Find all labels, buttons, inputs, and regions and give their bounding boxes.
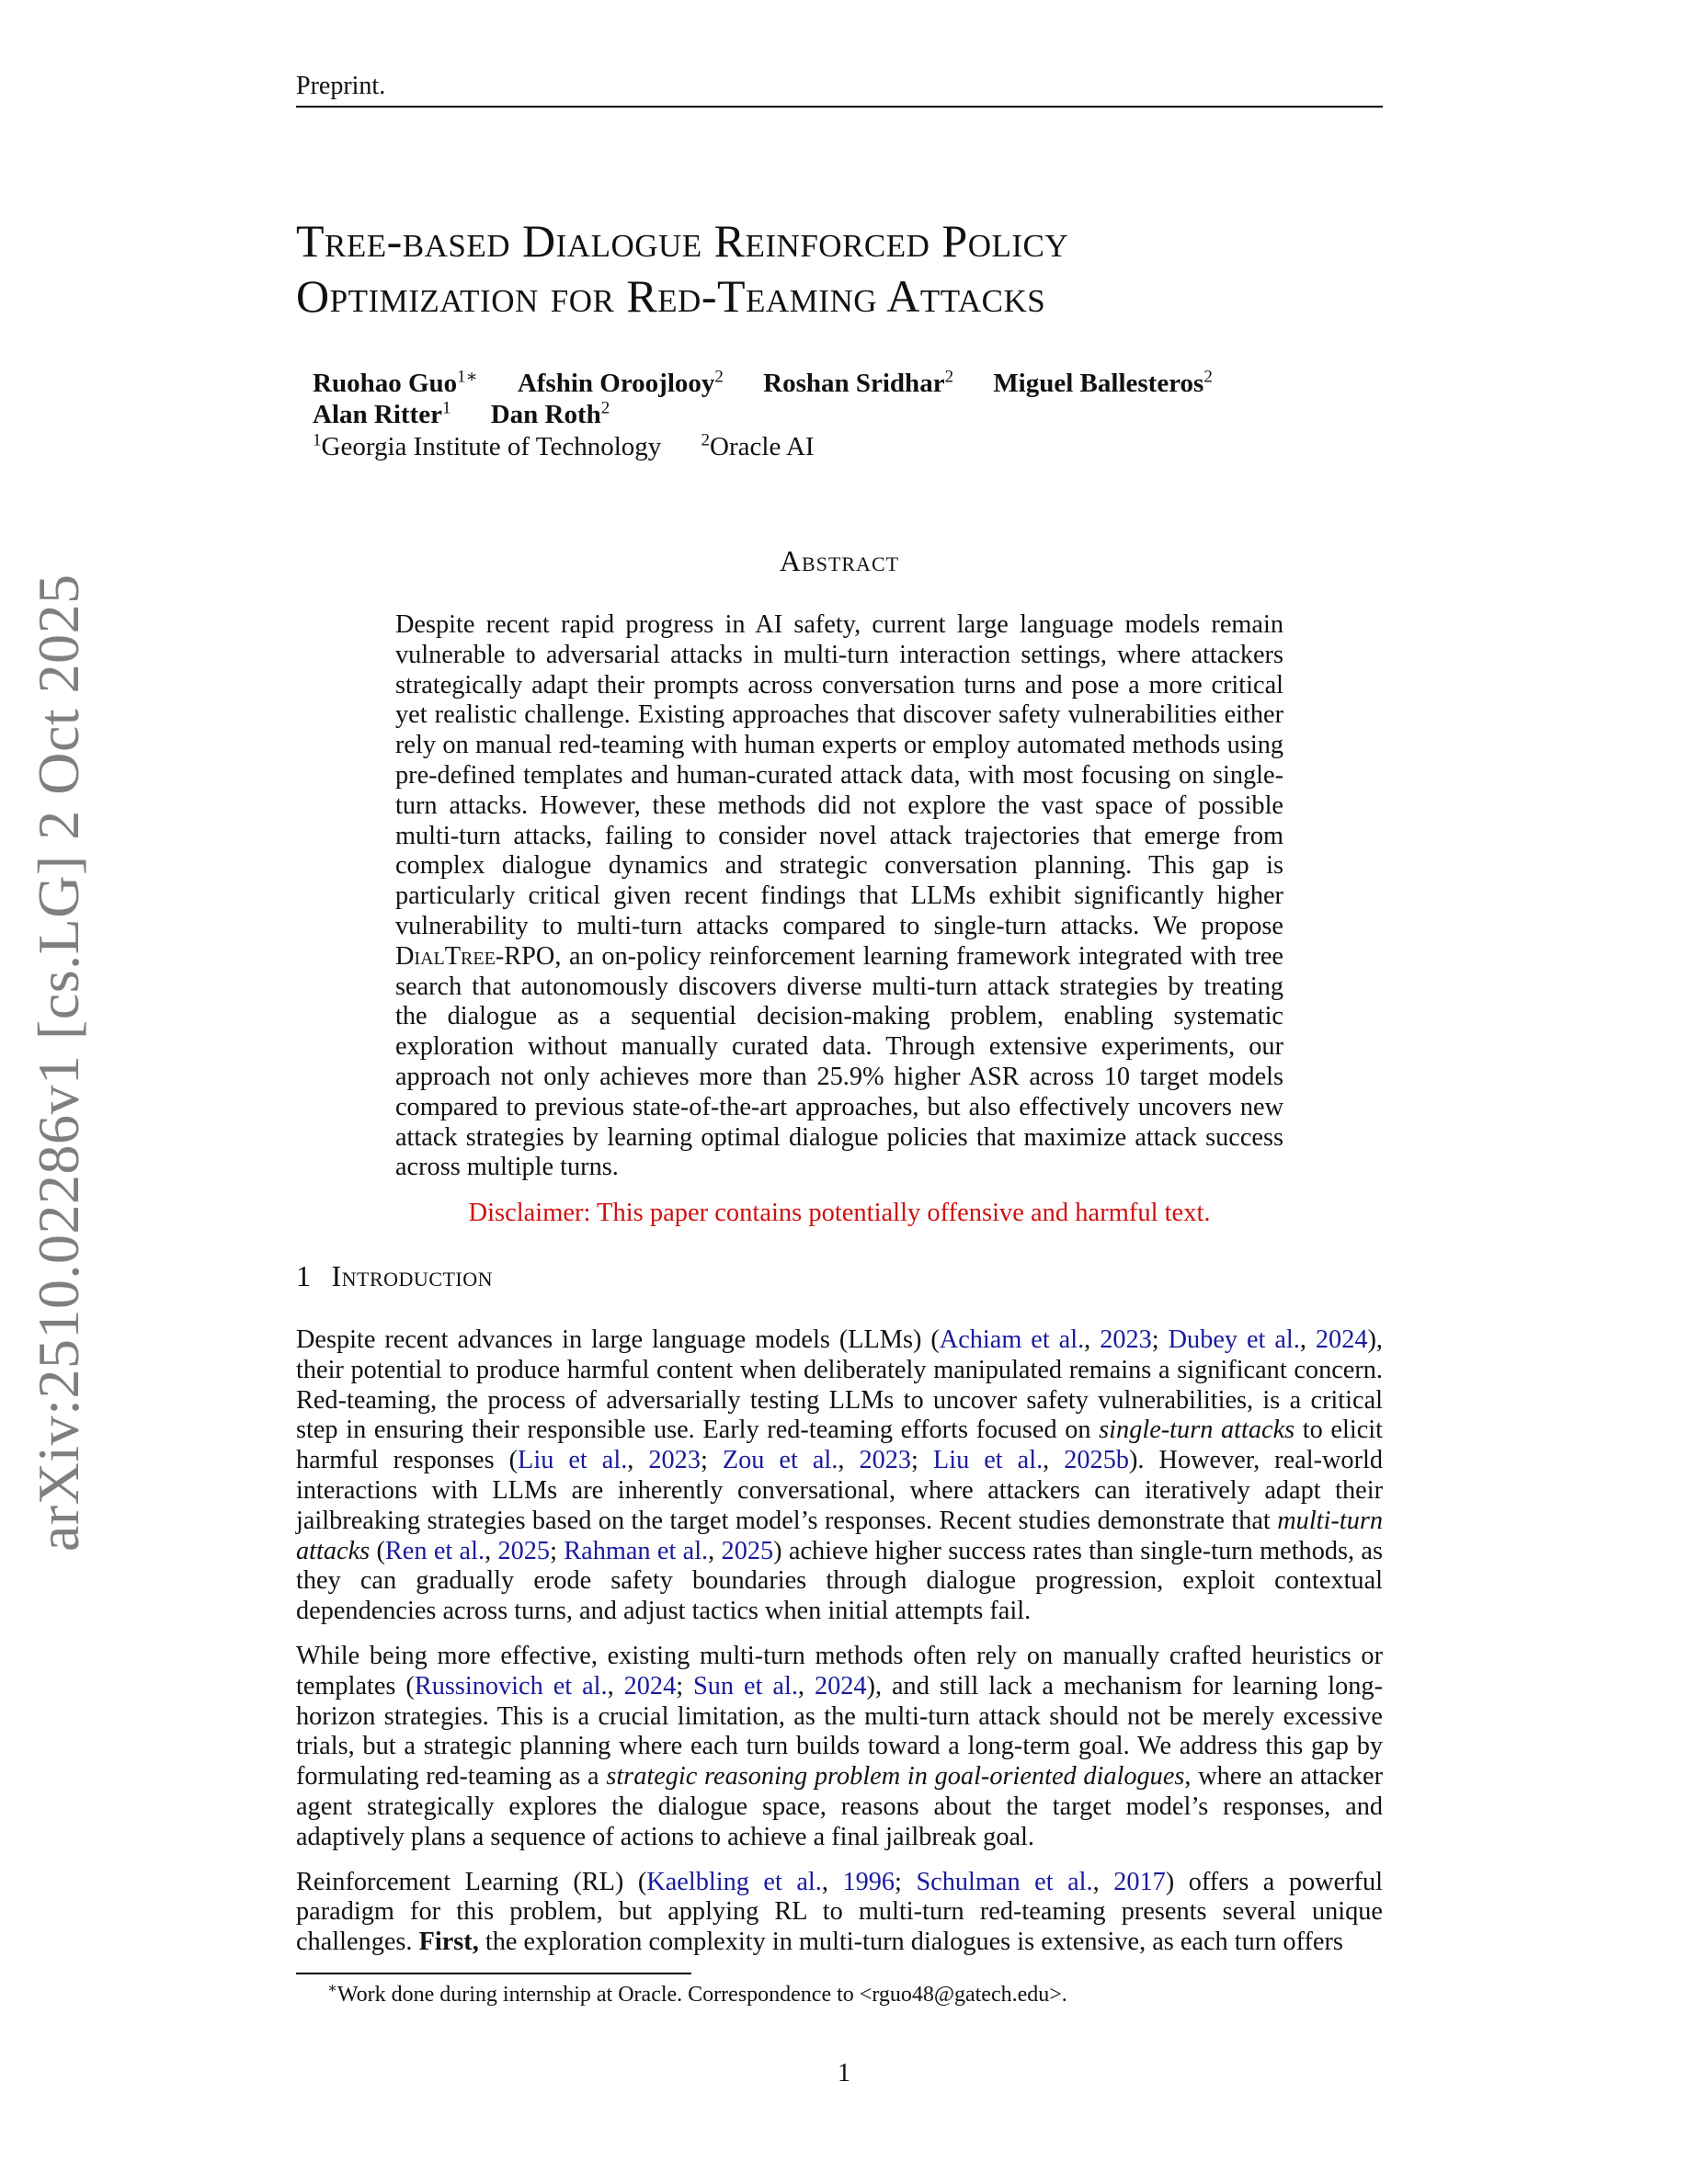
section-number: 1 bbox=[296, 1259, 312, 1292]
page-number: 1 bbox=[838, 2059, 850, 2087]
running-header: Preprint. bbox=[296, 72, 386, 100]
citation-year-link[interactable]: 2023 bbox=[1100, 1325, 1152, 1354]
citation-year-link[interactable]: 2024 bbox=[814, 1671, 867, 1701]
citation-year-link[interactable]: 2023 bbox=[648, 1446, 701, 1475]
citation-year-link[interactable]: 2017 bbox=[1113, 1867, 1166, 1896]
author: Miguel Ballesteros$^2$ bbox=[993, 367, 1213, 398]
title-line-1: Tree-based Dialogue Reinforced Policy bbox=[296, 215, 1069, 267]
citation-link[interactable]: Zou et al. bbox=[722, 1446, 838, 1475]
emphasis: single-turn attacks bbox=[1099, 1416, 1295, 1445]
author: Afshin Oroojlooy$^2$ bbox=[517, 367, 724, 398]
disclaimer: Disclaimer: This paper contains potentially offensive and harmful text. bbox=[468, 1199, 1211, 1227]
author: Alan Ritter$^1$ bbox=[313, 398, 451, 429]
paragraph: While being more effective, existing multi-turn methods often rely on manually crafted heuristics or templates (Russinovich et al., 2024; Sun et al., 2024), and still lack a mechanism for learning long-horizon strategies. This is a crucial limitation, as the multi-turn attack should not be merely excessive trials, but a strategic planning where each turn builds toward a long-term goal. We address this gap by formulating red-teaming as a strategic reasoning problem in goal-oriented dialogues, where an attacker agent strategically explores the dialogue space, reasons about the target model’s responses, and adaptively plans a sequence of actions to achieve a final jailbreak goal. bbox=[296, 1641, 1384, 1851]
emphasis: strategic reasoning problem in goal-oriented dialogues bbox=[606, 1762, 1185, 1792]
citation-link[interactable]: Russinovich et al. bbox=[414, 1671, 608, 1701]
author-list bbox=[313, 368, 1383, 430]
citation-link[interactable]: Liu et al. bbox=[932, 1446, 1044, 1475]
citation-year-link[interactable]: 2025b bbox=[1064, 1446, 1129, 1475]
bold-term: First, bbox=[418, 1928, 479, 1957]
affiliation: $^2$Oracle AI bbox=[701, 430, 815, 461]
author: Roshan Sridhar$^2$ bbox=[763, 367, 954, 398]
citation-link[interactable]: Ren et al. bbox=[384, 1536, 485, 1565]
header-rule bbox=[296, 106, 1383, 108]
paragraph: Despite recent advances in large language models (LLMs) (Achiam et al., 2023; Dubey et al., 2024), their potential to produce harmful content when deliberately manipulated remains a significant concern. Red-teaming, the process of adversarially testing LLMs to uncover safety vulnerabilities, is a critical step in ensuring their responsible use. Early red-teaming efforts focused on single-turn attacks to elicit harmful responses (Liu et al., 2023; Zou et al., 2023; Liu et al., 2025b). However, real-world interactions with LLMs are inherently conversational, where attackers can iteratively adapt their jailbreaking strategies based on the target model’s responses. Recent studies demonstrate that multi-turn attacks (Ren et al., 2025; Rahman et al., 2025) achieve higher success rates than single-turn methods, as they can gradually erode safety boundaries through dialogue progression, exploit contextual dependencies across turns, and adjust tactics when initial attempts fail. bbox=[296, 1325, 1384, 1626]
affiliation: $^1$Georgia Institute of Technology bbox=[313, 430, 662, 461]
paragraph: Reinforcement Learning (RL) (Kaelbling et al., 1996; Schulman et al., 2017) offers a powerful paradigm for this problem, but applying RL to multi-turn red-teaming presents several unique challenges. First, the exploration complexity in multi-turn dialogues is extensive, as each turn offers bbox=[296, 1867, 1383, 1957]
affiliations bbox=[313, 432, 848, 462]
footnote: ∗Work done during internship at Oracle. Correspondence to <rguo48@gatech.edu>. bbox=[327, 1981, 1067, 2007]
citation-year-link[interactable]: 1996 bbox=[842, 1867, 895, 1896]
citation-year-link[interactable]: 2024 bbox=[1315, 1325, 1368, 1354]
author: Dan Roth$^2$ bbox=[490, 398, 610, 429]
citation-year-link[interactable]: 2025 bbox=[497, 1536, 551, 1565]
abstract-heading: Abstract bbox=[779, 544, 900, 577]
citation-year-link[interactable]: 2023 bbox=[859, 1446, 912, 1475]
emphasis: multi-turn attacks bbox=[296, 1506, 1383, 1565]
citation-link[interactable]: Sun et al. bbox=[693, 1671, 798, 1701]
footnote-rule bbox=[296, 1973, 691, 1974]
section-title: Introduction bbox=[331, 1259, 494, 1292]
citation-link[interactable]: Kaelbling et al. bbox=[646, 1867, 822, 1896]
introduction-body bbox=[296, 1325, 1383, 1958]
arxiv-stamp: arXiv:2510.02286v1 [cs.LG] 2 Oct 2025 bbox=[26, 574, 91, 1552]
citation-year-link[interactable]: 2024 bbox=[623, 1671, 677, 1701]
citation-link[interactable]: Achiam et al. bbox=[939, 1325, 1085, 1354]
citation-year-link[interactable]: 2025 bbox=[721, 1536, 774, 1565]
paper-title bbox=[296, 213, 1383, 324]
citation-link[interactable]: Rahman et al. bbox=[564, 1536, 709, 1565]
abstract-text: Despite recent rapid progress in AI safety, current large language models remain vulnerable to adversarial attacks in multi-turn interaction settings, where attackers strategically adapt their prompts across conversation turns and pose a more critical yet realistic challenge. Existing approaches that discover safety vulnerabilities either rely on manual red-teaming with human experts or employ automated methods using pre-defined templates and human-curated attack data, with most focusing on single-turn attacks. However, these methods did not explore the vast space of possible multi-turn attacks, failing to consider novel attack trajectories that emerge from complex dialogue dynamics and strategic conversation planning. This gap is particularly critical given recent findings that LLMs exhibit significantly higher vulnerability to multi-turn attacks compared to single-turn attacks. We propose DialTree-RPO, an on-policy reinforcement learning framework integrated with tree search that autonomously discovers diverse multi-turn attack strategies by treating the dialogue as a sequential decision-making problem, enabling systematic exploration without manually curated data. Through extensive experiments, our approach not only achieves more than 25.9% higher ASR across 10 target models compared to previous state-of-the-art approaches, but also effectively uncovers new attack strategies by learning optimal dialogue policies that maximize attack success across multiple turns. bbox=[395, 610, 1283, 1182]
section-heading bbox=[296, 1259, 493, 1293]
citation-link[interactable]: Schulman et al. bbox=[916, 1867, 1093, 1896]
author: Ruohao Guo$^{1∗}$ bbox=[313, 367, 478, 398]
method-name: DialTree bbox=[395, 941, 496, 971]
citation-link[interactable]: Dubey et al. bbox=[1168, 1325, 1300, 1354]
citation-link[interactable]: Liu et al. bbox=[518, 1446, 628, 1475]
title-line-2: Optimization for Red-Teaming Attacks bbox=[296, 270, 1046, 322]
